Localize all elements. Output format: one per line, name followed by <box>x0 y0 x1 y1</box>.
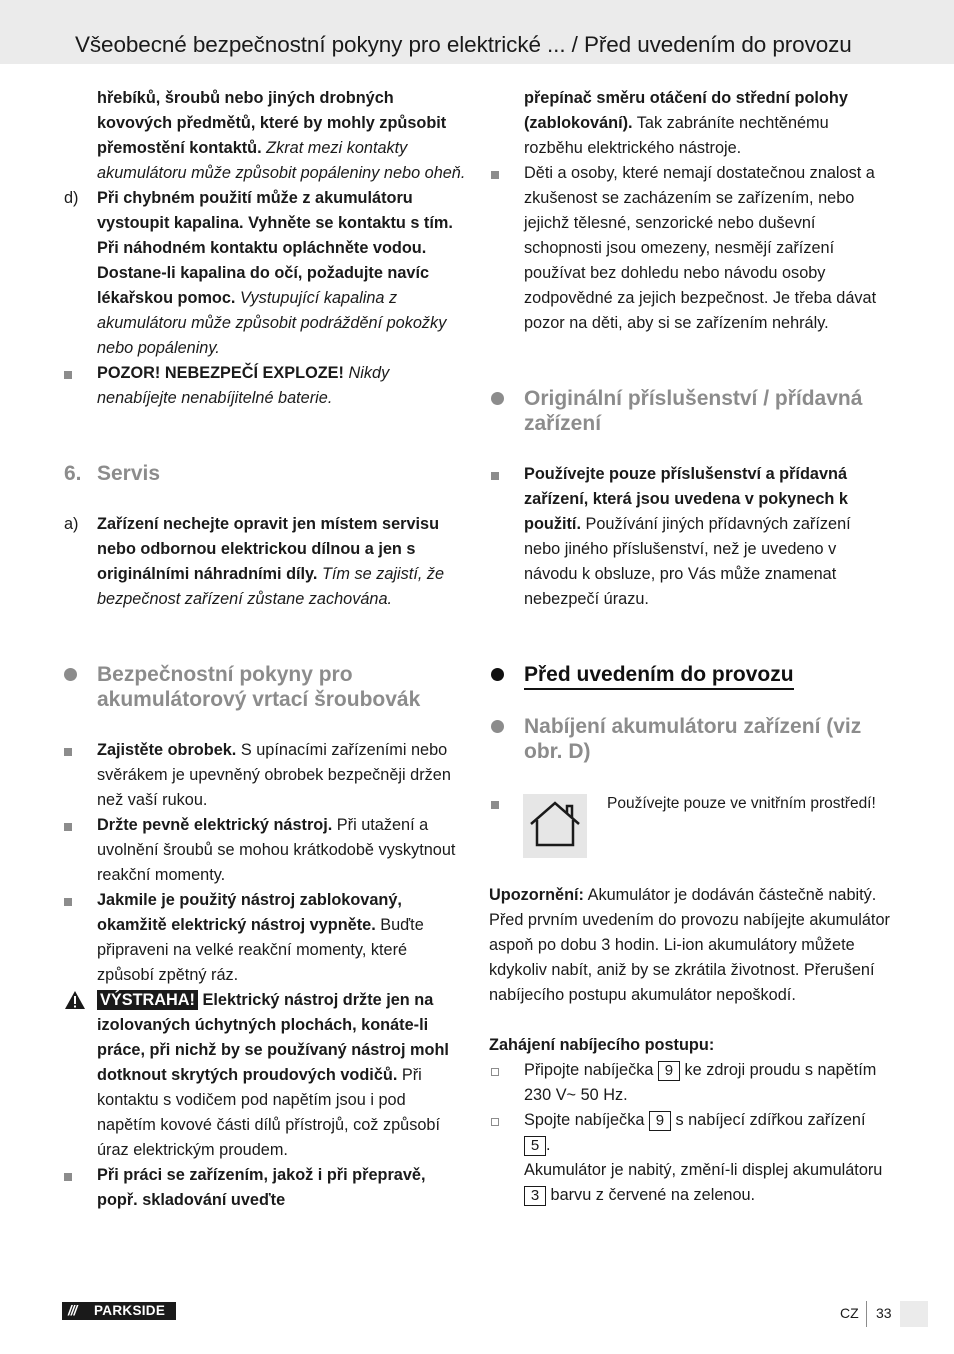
s2-bold: Držte pevně elektrický nástroj. <box>97 816 333 834</box>
heading-bullet <box>491 720 504 733</box>
acc-bold: Používejte pouze příslušenství a přídavná zařízení, která jsou uvedena v pokynech k použití. <box>524 465 848 533</box>
bullet-square <box>64 898 72 906</box>
note-bold: Upozornění: <box>489 886 584 904</box>
list-item-explosion <box>62 361 466 411</box>
ref-number: 3 <box>524 1186 546 1206</box>
list-item-s3 <box>62 888 466 988</box>
page-number: 33 <box>876 1305 892 1321</box>
note-text: Akumulátor je dodáván částečně nabitý. Před prvním uvedením do provozu nabíjejte akumulátor aspoň po dobu 3 hodin. Li-ion akumulátory můžete kdykoliv nabít, aniž by se zkrátila životnost. Přerušení nabíjecího postupu akumulátor nepoškodí. <box>489 886 890 1004</box>
step1-text-a: Připojte nabíječka <box>524 1061 658 1079</box>
bullet-square <box>64 371 72 379</box>
warning-triangle-icon <box>64 990 86 1018</box>
indoor-text: Používejte pouze ve vnitřním prostředí! <box>607 795 876 812</box>
right-column <box>489 86 891 1208</box>
start-charging-title <box>489 1033 891 1058</box>
section-heading-servis <box>62 461 466 486</box>
bullet-square <box>491 472 499 480</box>
s4-bold: Při práci se zařízením, jakož i při přepravě, popř. skladování uveďte <box>97 1166 426 1209</box>
item-d-italic: Vystupující kapalina z akumulátoru může způsobit podráždění pokožky nebo popáleniny. <box>97 289 447 357</box>
acc-text: Používání jiných přídavných zařízení nebo jiného příslušenství, než je uvedeno v návodu k obsluze, pro Vás může znamenat nebezpečí úrazu. <box>524 515 851 608</box>
section-title: Před uvedením do provozu <box>524 662 794 690</box>
continued-bold: hřebíků, šroubů nebo jiných drobných kovových předmětů, které by mohly způsobit přemostění kontaktů. <box>97 89 447 157</box>
logo-slashes-icon: /// <box>68 1303 77 1318</box>
s1-text: S upínacími zařízeními nebo svěrákem je upevněný obrobek bezpečněji držen než vaší rukou. <box>97 741 451 809</box>
footer-page-tab <box>900 1301 928 1327</box>
list-item-indoor <box>489 791 891 857</box>
step2-text-e: barvu z červené na zelenou. <box>546 1186 756 1204</box>
section-heading-before-operation <box>489 662 891 690</box>
list-item-warning <box>62 988 466 1163</box>
item-a-italic: Tím se zajistí, že bezpečnost zařízení zůstane zachována. <box>97 565 445 608</box>
step1-text-b: ke zdroji proudu s napětím 230 V~ 50 Hz. <box>524 1061 877 1104</box>
s3-bold: Jakmile je použitý nástroj zablokovaný, okamžitě elektrický nástroj vypněte. <box>97 891 402 934</box>
s1-bold: Zajistěte obrobek. <box>97 741 237 759</box>
item-marker-a: a) <box>64 515 79 533</box>
brand-logo <box>62 1302 176 1320</box>
continued-italic: Zkrat mezi kontakty akumulátoru může způsobit popáleniny nebo oheň. <box>97 139 466 182</box>
ref-number: 5 <box>524 1136 546 1156</box>
step-checkbox <box>491 1118 499 1126</box>
step-item-1 <box>489 1058 891 1108</box>
list-item-continued <box>62 86 466 186</box>
bullet-square <box>64 1173 72 1181</box>
left-column <box>62 86 466 1213</box>
section-number: 6. <box>64 462 82 485</box>
explosion-italic: Nikdy nenabíjejte nenabíjitelné baterie. <box>97 364 390 407</box>
step2-text-c: . <box>546 1136 551 1154</box>
step2-text-b: s nabíjecí zdířkou zařízení <box>670 1111 866 1129</box>
warning-text: Při kontaktu s vodičem pod napětím jsou i pod napětím kovové části dílů přístrojů, což způsobí úraz elektrickým proudem. <box>97 1066 440 1159</box>
bullet-square <box>491 171 499 179</box>
heading-bullet <box>64 668 77 681</box>
start-charging-label: Zahájení nabíjecího postupu: <box>489 1036 715 1054</box>
list-item-children <box>489 161 891 336</box>
list-item-d <box>62 186 466 361</box>
item-a-bold: Zařízení nechejte opravit jen místem servisu nebo odbornou elektrickou dílnou a jen s originálními náhradními díly. <box>97 515 440 583</box>
bullet-square <box>64 823 72 831</box>
section-heading-accessories <box>489 386 891 436</box>
continued-bold: přepínač směru otáčení do střední polohy (zablokování). <box>524 89 848 132</box>
page-header <box>0 0 954 64</box>
step-item-2 <box>489 1108 891 1208</box>
section-heading-charging <box>489 714 891 764</box>
warning-bold: Elektrický nástroj držte jen na izolovaných úchytných plochách, konáte-li práce, při nichž by se používaný nástroj mohl dotknout skrytých proudových vodičů. <box>97 991 449 1084</box>
list-item-s4 <box>62 1163 466 1213</box>
warning-label: VÝSTRAHA! <box>97 990 198 1010</box>
step-checkbox <box>491 1068 499 1076</box>
list-item-s1 <box>62 738 466 813</box>
continued-text: Tak zabráníte nechtěnému rozběhu elektrického nástroje. <box>524 114 829 157</box>
heading-bullet <box>491 668 504 681</box>
page-title: Všeobecné bezpečnostní pokyny pro elektrické ... / Před uvedením do provozu <box>75 32 852 57</box>
explosion-bold: POZOR! NEBEZPEČÍ EXPLOZE! <box>97 364 344 382</box>
section-title: Bezpečnostní pokyny pro akumulátorový vrtací šroubovák <box>97 663 421 711</box>
section-title: Nabíjení akumulátoru zařízení (viz obr. D) <box>524 715 862 763</box>
section-title: Servis <box>97 462 161 485</box>
list-item-continued <box>489 86 891 161</box>
bullet-square <box>64 748 72 756</box>
item-d-bold: Při chybném použití může z akumulátoru vystoupit kapalina. Vyhněte se kontaktu s tím. Při náhodném kontaktu opláchněte vodou. Dostane-li kapalina do očí, požadujte navíc lékařskou pomoc. <box>97 189 453 307</box>
brand-name: PARKSIDE <box>94 1303 166 1318</box>
item-marker-d: d) <box>64 189 79 207</box>
bullet-square <box>491 801 499 809</box>
s3-text: Buďte připraveni na velké reakční momenty, které způsobí zpětný ráz. <box>97 916 424 984</box>
list-item-s2 <box>62 813 466 888</box>
list-item-accessories <box>489 462 891 612</box>
heading-bullet <box>491 392 504 405</box>
note-paragraph <box>489 883 891 1008</box>
children-text: Děti a osoby, které nemají dostatečnou znalost a zkušenost se zacházením se zařízením, nebo jejichž tělesné, senzorické nebo duševní schopnosti jsou omezeny, nesmějí zařízení používat bez dohledu nebo návodu osoby zodpovědné za jejich bezpečnost. Je třeba dávat pozor na děti, aby si se zařízením nehrály. <box>524 164 877 332</box>
section-heading-safety <box>62 662 466 712</box>
step2-text-d: Akumulátor je nabitý, změní-li displej akumulátoru <box>524 1161 883 1179</box>
list-item-a <box>62 512 466 612</box>
house-icon <box>523 794 587 858</box>
s2-text: Při utažení a uvolnění šroubů se mohou krátkodobě vyskytnout reakční momenty. <box>97 816 456 884</box>
step2-text-a: Spojte nabíječka <box>524 1111 649 1129</box>
footer-divider <box>866 1301 867 1327</box>
ref-number: 9 <box>658 1061 680 1081</box>
ref-number: 9 <box>649 1111 671 1131</box>
section-title: Originální příslušenství / přídavná zařízení <box>524 387 863 435</box>
language-code: CZ <box>840 1305 859 1321</box>
